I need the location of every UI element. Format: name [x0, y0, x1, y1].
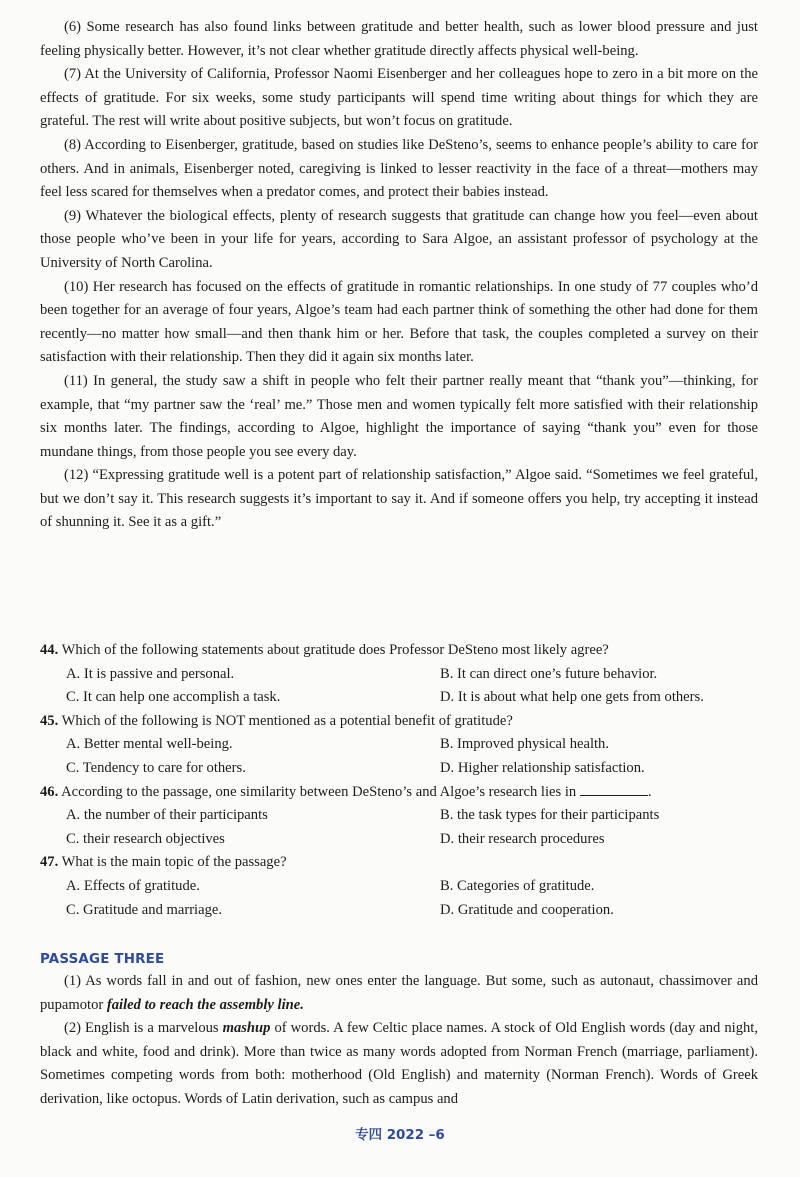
option-d[interactable]: D. their research procedures — [440, 830, 605, 847]
passage-three-paragraph-1 — [40, 970, 758, 1017]
question-text: Which of the following is NOT mentioned as a potential benefit of gratitude? — [61, 712, 513, 729]
option-d[interactable]: D. It is about what help one gets from others. — [440, 689, 704, 706]
text-run: (2) English is a marvelous — [64, 1020, 223, 1037]
option-d[interactable]: D. Higher relationship satisfaction. — [440, 759, 645, 776]
option-grid — [40, 663, 758, 710]
answer-blank — [580, 781, 648, 796]
question-number: 44. — [40, 642, 59, 658]
option-b[interactable]: B. Categories of gratitude. — [440, 877, 595, 894]
question-number: 45. — [40, 712, 59, 729]
page-footer: 专四 2022 –6 — [355, 1128, 445, 1143]
question-stem — [40, 710, 758, 734]
paragraph-11: (11) In general, the study saw a shift in people who felt their partner really meant that “thank you”—thinking, for example, that “my partner saw the ‘real’ me.” Those men and women typically felt more satisfied with their relationship six months later. The findings, according to Algoe, highlight the importance of saying “thank you” even for those mundane things, from those people you see every day. — [40, 372, 758, 460]
option-grid — [40, 875, 758, 922]
text-run: . — [300, 996, 304, 1013]
question-stem — [40, 851, 758, 875]
paragraph-7: (7) At the University of California, Professor Naomi Eisenberger and her colleagues hope to zero in a bit more on the effects of gratitude. For six weeks, some study participants will spend time writing about things for which they are grateful. The rest will write about positive subjects, but won’t focus on gratitude. — [40, 66, 758, 130]
option-b[interactable]: B. It can direct one’s future behavior. — [440, 665, 658, 682]
option-grid — [40, 804, 758, 851]
paragraph-10: (10) Her research has focused on the effects of gratitude in romantic relationships. In one study of 77 couples who’d been together for an average of four years, Algoe’s team had each partner think of something the other had done for them recently—no matter how small—and then thank him or her. Before that task, the couples completed a survey on their satisfaction with their relationship. Then they did it again six months later. — [40, 278, 758, 366]
question-text: According to the passage, one similarity between DeSteno’s and Algoe’s research lies in — [61, 783, 577, 800]
question-number: 46. — [40, 783, 59, 800]
option-d[interactable]: D. Gratitude and cooperation. — [440, 901, 614, 918]
question-44 — [40, 639, 758, 710]
option-c[interactable]: C. Gratitude and marriage. — [66, 901, 223, 918]
option-b[interactable]: B. Improved physical health. — [440, 736, 610, 753]
question-block — [40, 639, 758, 922]
emphasized-phrase: failed to reach the assembly line — [106, 996, 301, 1013]
paragraph-8: (8) According to Eisenberger, gratitude, based on studies like DeSteno’s, seems to enhance people’s ability to care for others. And in animals, Eisenberger noted, caregiving is linked to lesser reactivity in the face of a threat—mothers may feel less scared for themselves when a predator comes, and protect their babies instead. — [40, 136, 758, 201]
text-run: of words. A few Celtic place names. A stock of Old English words (day and night, black and white, food and drink). More than twice as many words adopted from Norman French (marriage, parliament). Sometimes competing words from both: motherhood (Old English) and maternity (Norman French). Words of Greek derivation, like octopus. Words of Latin derivation, such as campus and — [40, 1020, 758, 1107]
passage-three-heading: PASSAGE THREE — [40, 952, 165, 967]
paragraph-6: (6) Some research has also found links between gratitude and better health, such as lower blood pressure and just feeling physically better. However, it’s not clear whether gratitude directly affects physical well-being. — [40, 19, 758, 59]
passage-two-tail — [40, 16, 758, 535]
option-a[interactable]: A. Effects of gratitude. — [66, 877, 200, 894]
passage-three — [40, 970, 758, 1112]
option-grid — [40, 733, 758, 780]
question-stem — [40, 781, 758, 805]
option-c[interactable]: C. It can help one accomplish a task. — [66, 689, 281, 706]
option-a[interactable]: A. the number of their participants — [66, 807, 268, 824]
question-number: 47. — [40, 854, 59, 871]
text-run: (1) As words fall in and out of fashion, new ones enter the language. But some, such as autonaut, chassimover and pupamotor — [40, 973, 758, 1013]
passage-three-paragraph-2 — [40, 1017, 758, 1111]
emphasized-word: mashup — [222, 1020, 271, 1037]
paragraph-12: (12) “Expressing gratitude well is a potent part of relationship satisfaction,” Algoe said. “Sometimes we feel grateful, but we don’t say it. This research suggests it’s important to say it. And if someone offers you help, try accepting it instead of shunning it. See it as a gift.” — [40, 467, 758, 531]
question-text-end: . — [647, 783, 652, 800]
option-b[interactable]: B. the task types for their participants — [440, 807, 660, 824]
option-a[interactable]: A. Better mental well-being. — [66, 736, 233, 753]
option-a[interactable]: A. It is passive and personal. — [66, 665, 235, 682]
question-text: Which of the following statements about gratitude does Professor DeSteno most likely agree? — [61, 642, 609, 658]
question-46 — [40, 781, 758, 852]
question-47 — [40, 851, 758, 922]
option-c[interactable]: C. Tendency to care for others. — [66, 759, 246, 776]
paragraph-9: (9) Whatever the biological effects, plenty of research suggests that gratitude can change how you feel—even about those people who’ve been in your life for years, according to Sara Algoe, an assistant professor of psychology at the University of North Carolina. — [40, 207, 758, 271]
question-stem — [40, 639, 758, 663]
option-c[interactable]: C. their research objectives — [66, 830, 225, 847]
question-text: What is the main topic of the passage? — [61, 854, 287, 871]
question-45 — [40, 710, 758, 781]
